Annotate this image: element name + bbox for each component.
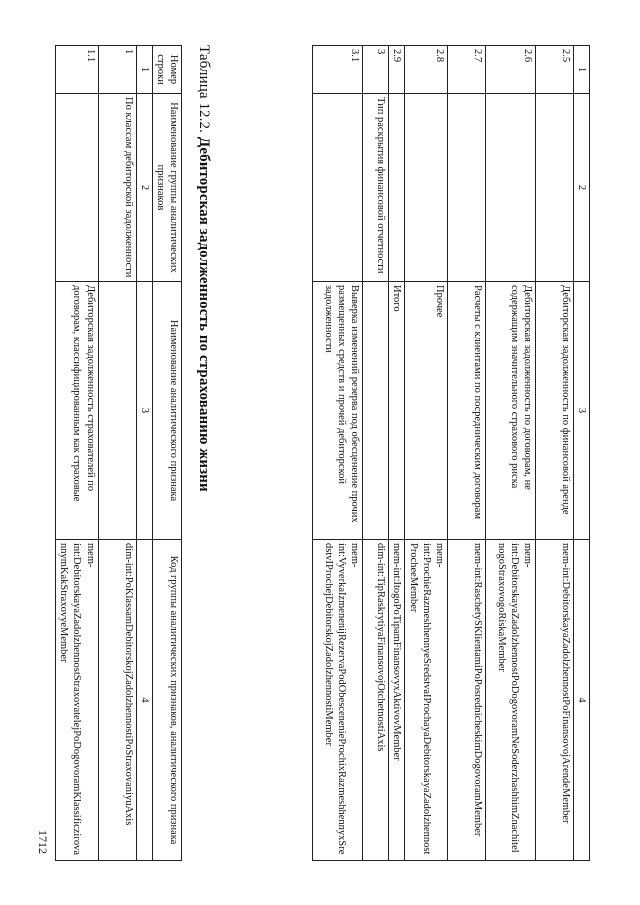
header-cell: Номер строки [152, 46, 181, 94]
caption-prefix: Таблица 12.2. [196, 45, 212, 133]
header-cell: Наименование аналитического признака [152, 282, 181, 540]
group-name [56, 94, 98, 282]
feature-code: mem-int:DebitorskayaZadolzhennostStraxovatelejPoDogovoramKlassificzirovannymKakStraxovyeMember [56, 540, 98, 861]
header-cell: Наименование группы аналитических признаков [152, 94, 181, 282]
analytic-table-continued [312, 45, 590, 861]
table-row [389, 46, 405, 861]
feature-name [363, 282, 389, 540]
header-cell: 3 [573, 282, 589, 540]
index-cell: 1 [136, 46, 152, 94]
table-row [405, 46, 447, 861]
group-name [389, 94, 405, 282]
feature-name [98, 282, 136, 540]
feature-code: mem-int:DebitorskayaZadolzhennostPoDogovoramNeSoderzhashhimZnachitelnogoStraxovogoRiskaMember [485, 540, 535, 861]
header-cell: 2 [573, 94, 589, 282]
table-row [363, 46, 389, 861]
group-name [535, 94, 573, 282]
index-cell: 3 [136, 282, 152, 540]
index-cell: 2 [136, 94, 152, 282]
table-caption [195, 45, 212, 492]
header-cell: 1 [573, 46, 589, 94]
row-number: 2.6 [485, 46, 535, 94]
group-name [447, 94, 485, 282]
feature-name: Прочее [405, 282, 447, 540]
life-insurance-receivables-table [55, 45, 182, 861]
group-name: По классам дебиторской задолженности [98, 94, 136, 282]
feature-code: dim-int:PoKlassamDebitorskojZadolzhennostiPoStraxovaniyuAxis [98, 540, 136, 861]
row-number: 3.1 [313, 46, 363, 94]
table-row [485, 46, 535, 861]
row-number: 2.9 [389, 46, 405, 94]
row-number: 2.7 [447, 46, 485, 94]
group-name [405, 94, 447, 282]
row-number: 3 [363, 46, 389, 94]
table-row [447, 46, 485, 861]
header-cell: Код группы аналитических признаков, аналитического признака [152, 540, 181, 861]
feature-code: mem-int:VyverkaIzmenenijRezervaPodObescenenieProchixRazmeshhennyxSredstvIProchejDebitorskojZadolzhennostiMember [313, 540, 363, 861]
row-number: 2.5 [535, 46, 573, 94]
column-index-row [136, 46, 152, 861]
table-header-row [573, 46, 589, 861]
feature-name: Дебиторская задолженность по договорам, не содержащим значительного страхового риска [485, 282, 535, 540]
row-number: 2.8 [405, 46, 447, 94]
feature-code: mem-int:DebitorskayaZadolzhennostPoFinansovojArendeMember [535, 540, 573, 861]
page-number: 1712 [36, 830, 50, 854]
row-number: 1.1 [56, 46, 98, 94]
group-name: Тип раскрытия финансовой отчетности [363, 94, 389, 282]
row-number: 1 [98, 46, 136, 94]
table-row [98, 46, 136, 861]
table-row [535, 46, 573, 861]
feature-name: Расчеты с клиентами по посредническим договорам [447, 282, 485, 540]
header-cell: 4 [573, 540, 589, 861]
feature-name: Дебиторская задолженность по финансовой аренде [535, 282, 573, 540]
feature-code: mem-int:ItogoPoTipamFinansovyxAktivovMember [389, 540, 405, 861]
index-cell: 4 [136, 540, 152, 861]
group-name [313, 94, 363, 282]
group-name [485, 94, 535, 282]
feature-name: Итого [389, 282, 405, 540]
caption-title: Дебиторская задолженность по страхованию жизни [196, 136, 212, 492]
feature-name: Дебиторская задолженность страхователей по договорам, классифицированным как страховые [56, 282, 98, 540]
rotated-content [30, 45, 590, 860]
table-row [313, 46, 363, 861]
table-row [56, 46, 98, 861]
feature-code: mem-int:ProchieRazmeshhennyeSredstvaIProchayaDebitorskayaZadolzhennostProcheeMember [405, 540, 447, 861]
feature-code: mem-int:RaschetySKlientamiPoPosrednicheskimDogovoramMember [447, 540, 485, 861]
feature-name: Выверка изменений резерва под обесценение прочих размещенных средств и прочей дебиторской задолженности [313, 282, 363, 540]
table-header-row [152, 46, 181, 861]
feature-code: dim-int:TipRaskrytiyaFinansovojOtchetnostiAxis [363, 540, 389, 861]
